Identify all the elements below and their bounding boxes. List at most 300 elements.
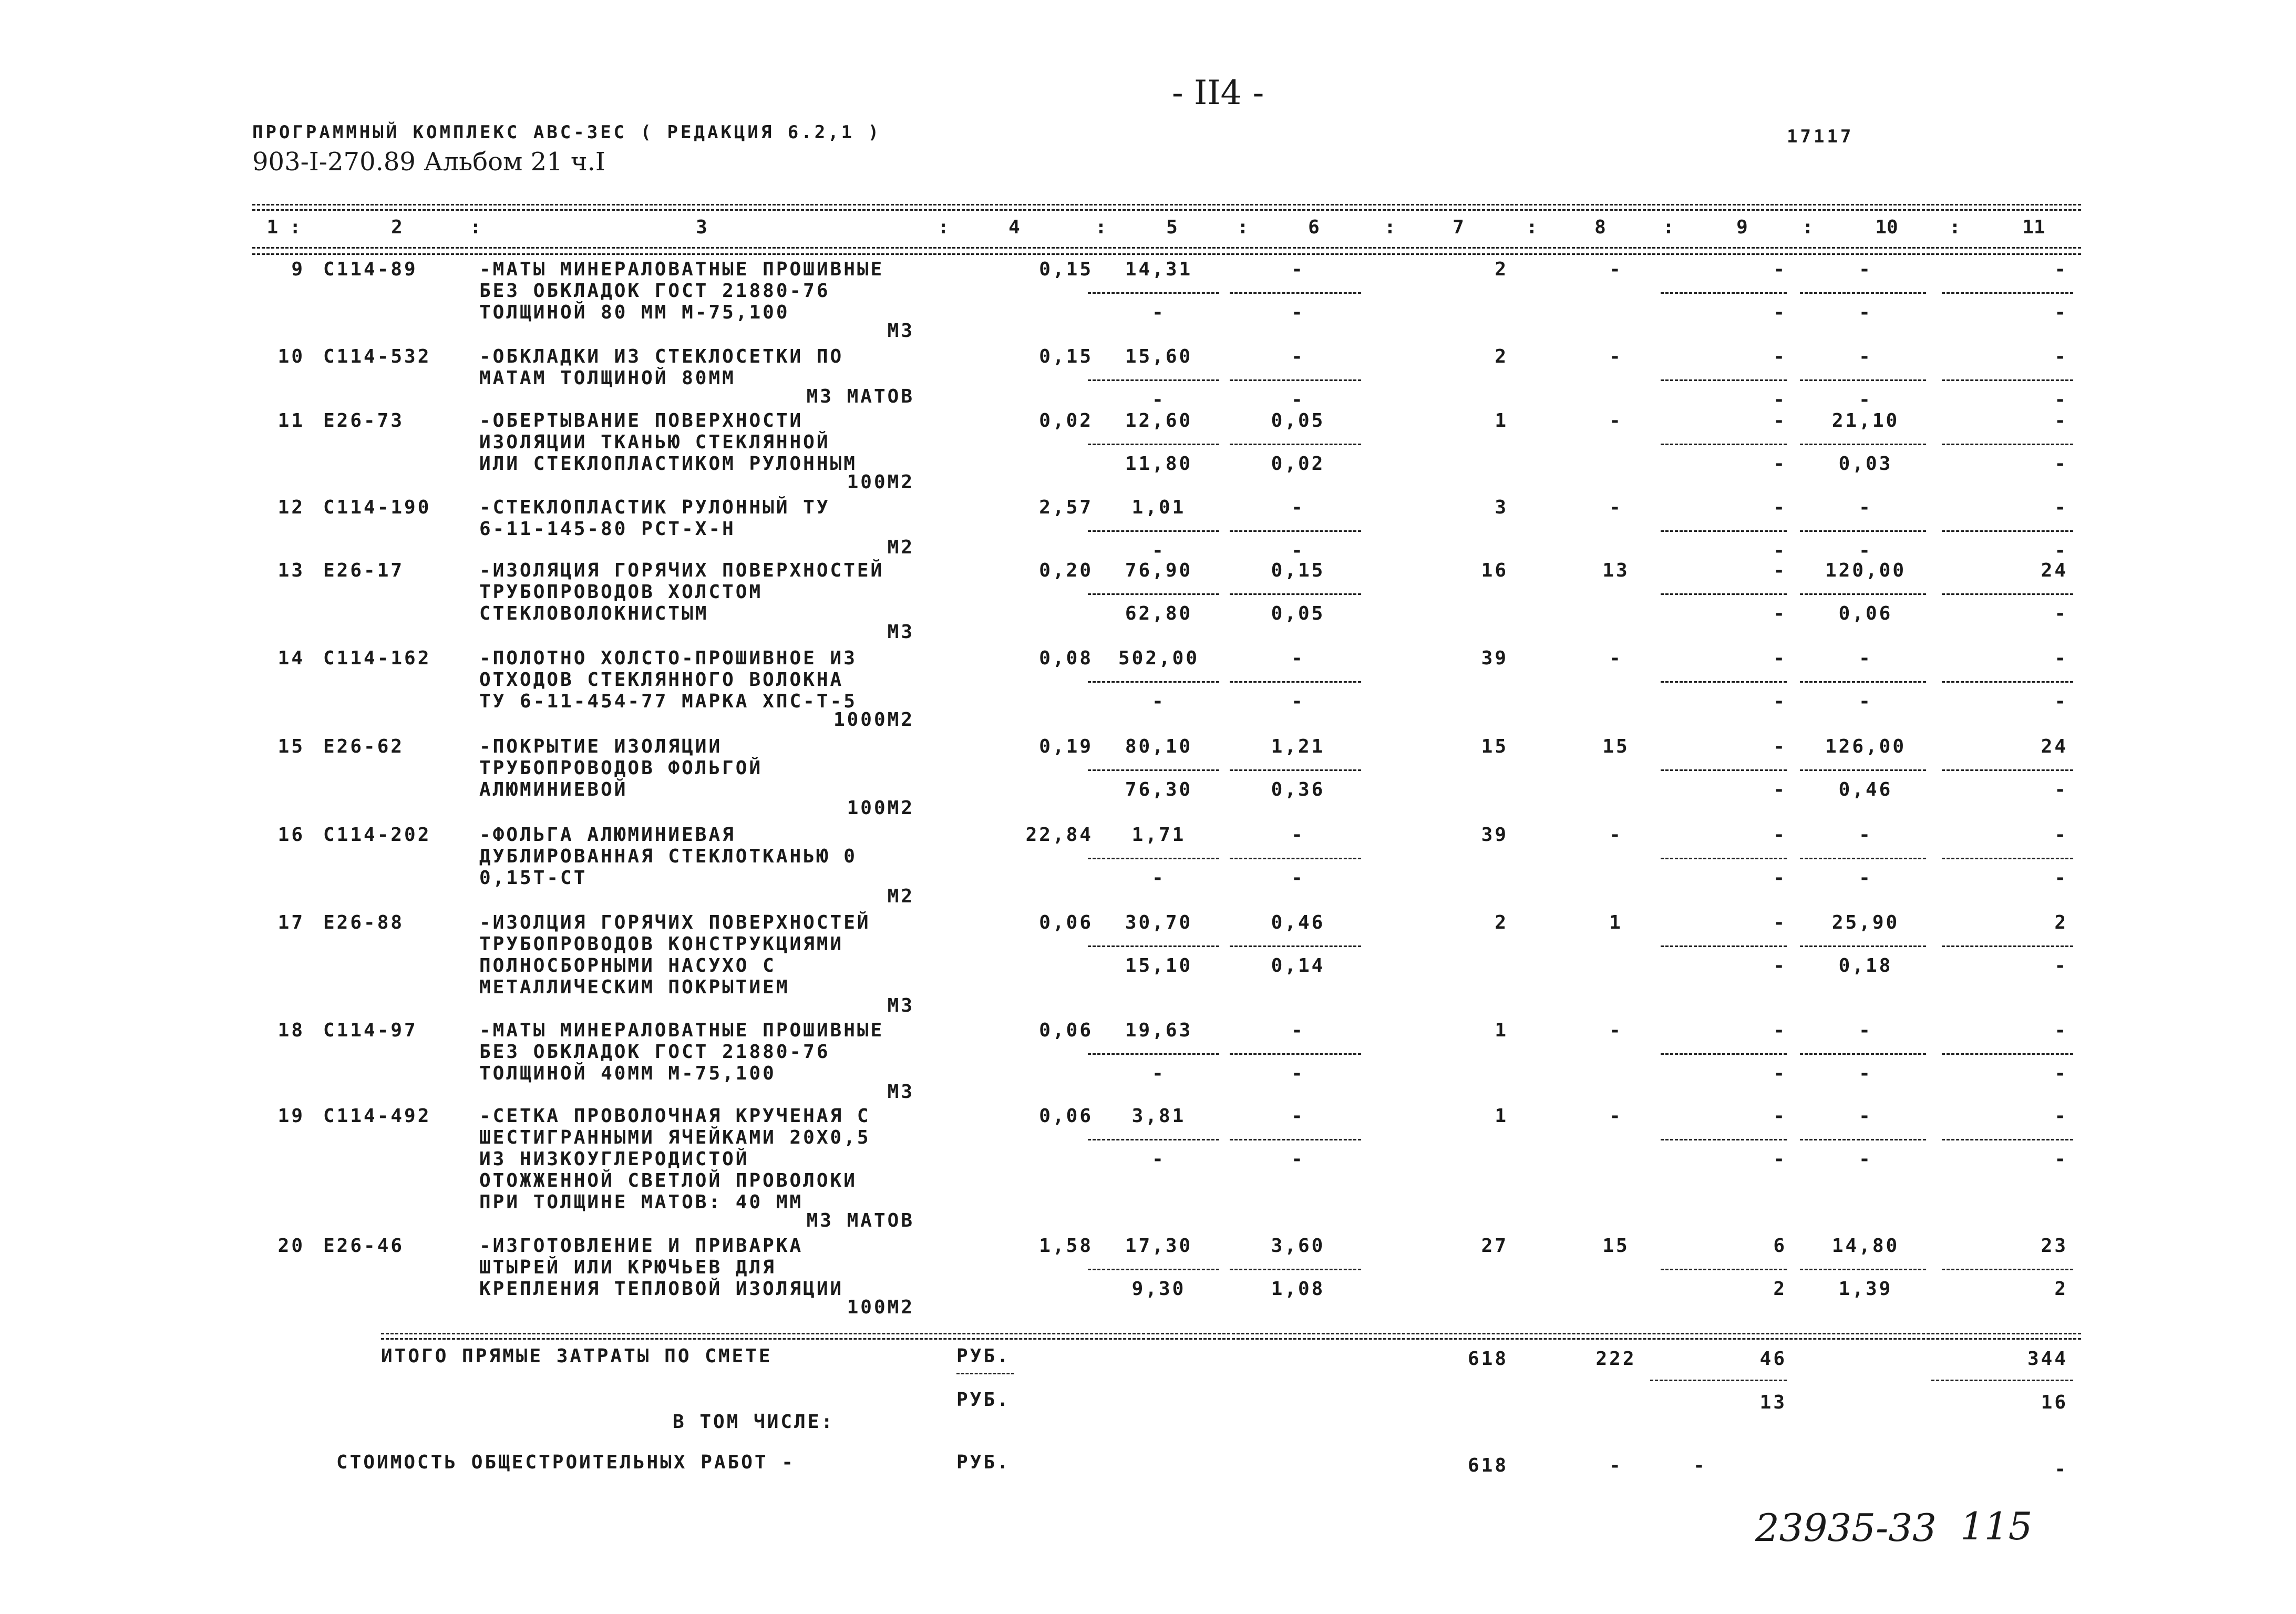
column-number: :: [1095, 217, 1107, 238]
cell-col8: 1: [1609, 912, 1623, 933]
row-number: 12: [277, 497, 305, 518]
divider-col9: [1661, 858, 1787, 859]
general-col11: -: [2054, 1458, 2068, 1480]
cell-col7: 27: [1481, 1235, 1508, 1257]
column-number: 9: [1736, 217, 1748, 238]
totals-divider-col11: [1931, 1380, 2073, 1381]
divider-col11: [1942, 379, 2073, 381]
divider-col5: [1088, 292, 1219, 294]
cell-col7: 39: [1481, 647, 1508, 669]
cell-col5-bottom: -: [1152, 302, 1166, 323]
cell-col6-bottom: 1,08: [1271, 1278, 1325, 1300]
cell-col7: 15: [1481, 736, 1508, 757]
cell-col7: 1: [1495, 1105, 1508, 1127]
cell-col10-top: 126,00: [1825, 736, 1907, 757]
divider-col5: [1088, 1053, 1219, 1055]
column-number: :: [938, 217, 949, 238]
row-description: ТРУБОПРОВОДОВ ХОЛСТОМ: [479, 581, 763, 603]
cell-col10-bottom: -: [1859, 302, 1872, 323]
cell-col4: 22,84: [1025, 824, 1093, 846]
cell-col9-top: -: [1773, 1020, 1787, 1041]
cell-col8: -: [1609, 346, 1623, 367]
totals-label: ИТОГО ПРЯМЫЕ ЗАТРАТЫ ПО СМЕТЕ: [381, 1345, 773, 1367]
cell-col5-bottom: -: [1152, 389, 1166, 410]
divider-col11: [1942, 593, 2073, 595]
totals-col8: 222: [1595, 1348, 1636, 1370]
row-description: АЛЮМИНИЕВОЙ: [479, 779, 628, 800]
divider-col6: [1230, 858, 1361, 859]
divider-col9: [1661, 681, 1787, 683]
cell-col10-top: 21,10: [1831, 410, 1900, 431]
row-description: -ОБЕРТЫВАНИЕ ПОВЕРХНОСТИ: [479, 410, 804, 431]
cell-col10-bottom: -: [1859, 691, 1872, 712]
cell-col6-top: -: [1291, 824, 1305, 846]
row-unit: М3: [887, 621, 914, 643]
divider-col5: [1088, 444, 1219, 445]
divider-col9: [1661, 379, 1787, 381]
row-description: СТЕКЛОВОЛОКНИСТЫМ: [479, 603, 709, 624]
cell-col11-top: -: [2054, 410, 2068, 431]
divider-col9: [1661, 1053, 1787, 1055]
cell-col4: 0,06: [1039, 912, 1093, 933]
cell-col9-bottom: -: [1773, 955, 1787, 976]
row-code: Е26-62: [323, 736, 405, 757]
cell-col8: -: [1609, 410, 1623, 431]
cell-col5-bottom: 76,30: [1125, 779, 1193, 800]
row-number: 9: [291, 259, 305, 280]
cell-col9-top: -: [1773, 560, 1787, 581]
cell-col11-top: -: [2054, 647, 2068, 669]
row-unit: М3 МАТОВ: [806, 1210, 914, 1231]
cell-col6-top: -: [1291, 259, 1305, 280]
row-unit: М3: [887, 320, 914, 342]
divider-col6: [1230, 593, 1361, 595]
divider-col11: [1942, 530, 2073, 532]
row-description: КРЕПЛЕНИЯ ТЕПЛОВОЙ ИЗОЛЯЦИИ: [479, 1278, 844, 1300]
column-number: 10: [1875, 217, 1898, 238]
row-description: -ПОКРЫТИЕ ИЗОЛЯЦИИ: [479, 736, 723, 757]
cell-col10-top: -: [1859, 497, 1872, 518]
general-col7: 618: [1467, 1455, 1508, 1476]
cell-col6-top: -: [1291, 497, 1305, 518]
cell-col8: 13: [1602, 560, 1630, 581]
divider-col5: [1088, 945, 1219, 947]
cell-col11-top: 24: [2041, 560, 2068, 581]
row-number: 10: [277, 346, 305, 367]
cell-col6-top: 0,15: [1271, 560, 1325, 581]
divider-col11: [1942, 769, 2073, 771]
divider-col6: [1230, 444, 1361, 445]
row-description: БЕЗ ОБКЛАДОК ГОСТ 21880-76: [479, 280, 830, 302]
cell-col6-top: 0,05: [1271, 410, 1325, 431]
divider-col10: [1800, 444, 1926, 445]
cell-col11-top: -: [2054, 259, 2068, 280]
row-code: Е26-88: [323, 912, 405, 933]
cell-col6-bottom: -: [1291, 540, 1305, 561]
divider-col5: [1088, 769, 1219, 771]
row-code: С114-162: [323, 647, 431, 669]
totals-rule-2: [381, 1338, 2081, 1340]
cell-col4: 0,15: [1039, 346, 1093, 367]
cell-col11-bottom: 2: [2054, 1278, 2068, 1300]
cell-col5-bottom: -: [1152, 540, 1166, 561]
cell-col10-top: -: [1859, 346, 1872, 367]
divider-col10: [1800, 681, 1926, 683]
cell-col10-bottom: 0,18: [1838, 955, 1893, 976]
cell-col10-bottom: 0,46: [1838, 779, 1893, 800]
cell-col5-top: 14,31: [1125, 259, 1193, 280]
divider-col10: [1800, 292, 1926, 294]
row-unit: 100М2: [847, 797, 914, 819]
cell-col9-top: -: [1773, 346, 1787, 367]
cell-col10-top: -: [1859, 1105, 1872, 1127]
cell-col8: -: [1609, 824, 1623, 846]
divider-col10: [1800, 945, 1926, 947]
cell-col10-top: -: [1859, 647, 1872, 669]
cell-col4: 2,57: [1039, 497, 1093, 518]
cell-col7: 39: [1481, 824, 1508, 846]
row-description: -МАТЫ МИНЕРАЛОВАТНЫЕ ПРОШИВНЫЕ: [479, 259, 884, 280]
cell-col9-bottom: -: [1773, 1148, 1787, 1170]
cell-col10-top: -: [1859, 824, 1872, 846]
cell-col9-bottom: -: [1773, 453, 1787, 475]
row-code: Е26-73: [323, 410, 405, 431]
row-number: 15: [277, 736, 305, 757]
divider-col11: [1942, 444, 2073, 445]
divider-col10: [1800, 769, 1926, 771]
cell-col6-top: -: [1291, 346, 1305, 367]
cell-col11-bottom: -: [2054, 867, 2068, 889]
row-description: ШЕСТИГРАННЫМИ ЯЧЕЙКАМИ 20Х0,5: [479, 1127, 871, 1148]
column-number: :: [1384, 217, 1396, 238]
totals-col11-top: 344: [2027, 1348, 2068, 1370]
cell-col7: 2: [1495, 912, 1508, 933]
row-description: ИЛИ СТЕКЛОПЛАСТИКОМ РУЛОННЫМ: [479, 453, 857, 475]
column-number: 1 :: [266, 217, 301, 238]
cell-col11-bottom: -: [2054, 691, 2068, 712]
cell-col6-bottom: -: [1291, 1063, 1305, 1084]
cell-col9-top: -: [1773, 497, 1787, 518]
header-rule-top-2: [252, 209, 2081, 211]
divider-col6: [1230, 681, 1361, 683]
cell-col6-top: 0,46: [1271, 912, 1325, 933]
cell-col10-top: -: [1859, 1020, 1872, 1041]
cell-col9-top: -: [1773, 259, 1787, 280]
cell-col9-top: 6: [1773, 1235, 1787, 1257]
row-number: 13: [277, 560, 305, 581]
cell-col6-top: -: [1291, 1020, 1305, 1041]
footer-sheet-code: 23935-33: [1755, 1506, 1937, 1550]
divider-col6: [1230, 292, 1361, 294]
cell-col10-bottom: 0,03: [1838, 453, 1893, 475]
divider-col10: [1800, 858, 1926, 859]
divider-col10: [1800, 379, 1926, 381]
cell-col5-top: 502,00: [1118, 647, 1200, 669]
cell-col5-bottom: 62,80: [1125, 603, 1193, 624]
divider-col5: [1088, 1139, 1219, 1140]
cell-col7: 2: [1495, 346, 1508, 367]
totals-currency-2: РУБ.: [956, 1389, 1011, 1411]
cell-col7: 2: [1495, 259, 1508, 280]
row-description: БЕЗ ОБКЛАДОК ГОСТ 21880-76: [479, 1041, 830, 1063]
column-number: 5: [1166, 217, 1178, 238]
divider-col9: [1661, 593, 1787, 595]
totals-divider-col9: [1650, 1380, 1787, 1381]
totals-col9-top: 46: [1759, 1348, 1787, 1370]
row-number: 18: [277, 1020, 305, 1041]
column-number: :: [1526, 217, 1538, 238]
cell-col10-bottom: -: [1859, 1148, 1872, 1170]
header-rule-bottom-2: [252, 253, 2081, 255]
row-description: ТОЛЩИНОЙ 40ММ М-75,100: [479, 1063, 776, 1084]
totals-currency: РУБ.: [956, 1345, 1011, 1367]
row-description: МАТАМ ТОЛЩИНОЙ 80ММ: [479, 367, 736, 389]
row-unit: 100М2: [847, 471, 914, 493]
cell-col11-bottom: -: [2054, 603, 2068, 624]
cell-col8: -: [1609, 497, 1623, 518]
cell-col9-top: -: [1773, 647, 1787, 669]
divider-col11: [1942, 1269, 2073, 1270]
cell-col7: 1: [1495, 410, 1508, 431]
cell-col5-top: 15,60: [1125, 346, 1193, 367]
row-description: ТРУБОПРОВОДОВ ФОЛЬГОЙ: [479, 757, 763, 779]
divider-col10: [1800, 1139, 1926, 1140]
cell-col9-bottom: -: [1773, 779, 1787, 800]
totals-rule: [381, 1333, 2081, 1334]
cell-col8: 15: [1602, 1235, 1630, 1257]
general-col9: -: [1693, 1455, 1707, 1476]
column-number: 2: [391, 217, 403, 238]
cell-col10-top: -: [1859, 259, 1872, 280]
divider-col5: [1088, 858, 1219, 859]
cell-col5-top: 80,10: [1125, 736, 1193, 757]
including-label: В ТОМ ЧИСЛЕ:: [673, 1411, 835, 1433]
row-description: -ПОЛОТНО ХОЛСТО-ПРОШИВНОЕ ИЗ: [479, 647, 857, 669]
row-number: 14: [277, 647, 305, 669]
footer-page-number: 115: [1960, 1504, 2033, 1548]
cell-col10-bottom: 0,06: [1838, 603, 1893, 624]
row-code: С114-492: [323, 1105, 431, 1127]
cell-col11-bottom: -: [2054, 955, 2068, 976]
cell-col11-bottom: -: [2054, 389, 2068, 410]
totals-col11-bottom: 16: [2041, 1392, 2068, 1413]
row-unit: М3 МАТОВ: [806, 386, 914, 407]
general-works-label: СТОИМОСТЬ ОБЩЕСТРОИТЕЛЬНЫХ РАБОТ -: [336, 1452, 795, 1473]
cell-col5-top: 1,01: [1131, 497, 1186, 518]
program-header: ПРОГРАММНЫЙ КОМПЛЕКС АВС-3ЕС ( РЕДАКЦИЯ 6.2,1 ): [252, 122, 882, 143]
column-number: 4: [1008, 217, 1020, 238]
column-number: :: [470, 217, 481, 238]
divider-col11: [1942, 681, 2073, 683]
cell-col6-bottom: -: [1291, 691, 1305, 712]
cell-col6-top: -: [1291, 1105, 1305, 1127]
cell-col11-top: -: [2054, 1105, 2068, 1127]
row-description: ТОЛЩИНОЙ 80 ММ М-75,100: [479, 302, 790, 323]
cell-col8: 15: [1602, 736, 1630, 757]
cell-col6-bottom: -: [1291, 1148, 1305, 1170]
cell-col11-top: 24: [2041, 736, 2068, 757]
cell-col9-bottom: 2: [1773, 1278, 1787, 1300]
album-reference: 903-I-270.89 Альбом 21 ч.I: [252, 147, 605, 177]
row-description: -ИЗОЛЯЦИЯ ГОРЯЧИХ ПОВЕРХНОСТЕЙ: [479, 560, 884, 581]
document-code: 17117: [1787, 126, 1854, 147]
general-works-currency: РУБ.: [956, 1452, 1011, 1473]
row-description: ДУБЛИРОВАННАЯ СТЕКЛОТКАНЬЮ 0: [479, 846, 857, 867]
row-description: ПРИ ТОЛЩИНЕ МАТОВ: 40 ММ: [479, 1191, 804, 1213]
row-description: -МАТЫ МИНЕРАЛОВАТНЫЕ ПРОШИВНЫЕ: [479, 1020, 884, 1041]
divider-col9: [1661, 530, 1787, 532]
row-description: МЕТАЛЛИЧЕСКИМ ПОКРЫТИЕМ: [479, 976, 790, 998]
cell-col4: 0,19: [1039, 736, 1093, 757]
cell-col11-bottom: -: [2054, 1063, 2068, 1084]
divider-col5: [1088, 379, 1219, 381]
column-number: :: [1237, 217, 1249, 238]
column-number: 11: [2022, 217, 2045, 238]
cell-col5-top: 17,30: [1125, 1235, 1193, 1257]
divider-col10: [1800, 1053, 1926, 1055]
cell-col8: -: [1609, 647, 1623, 669]
cell-col9-bottom: -: [1773, 302, 1787, 323]
cell-col7: 1: [1495, 1020, 1508, 1041]
cell-col5-bottom: -: [1152, 1063, 1166, 1084]
row-description: ПОЛНОСБОРНЫМИ НАСУХО С: [479, 955, 776, 976]
header-rule-bottom: [252, 247, 2081, 249]
general-col8: -: [1609, 1455, 1623, 1476]
row-unit: 100М2: [847, 1297, 914, 1318]
totals-currency-rule: [956, 1373, 1014, 1374]
row-number: 17: [277, 912, 305, 933]
cell-col6-bottom: 0,05: [1271, 603, 1325, 624]
divider-col11: [1942, 1053, 2073, 1055]
cell-col6-bottom: 0,14: [1271, 955, 1325, 976]
row-description: -СТЕКЛОПЛАСТИК РУЛОННЫЙ ТУ: [479, 497, 830, 518]
divider-col9: [1661, 1269, 1787, 1270]
cell-col6-bottom: 0,36: [1271, 779, 1325, 800]
page-number: - II4 -: [1172, 74, 1264, 112]
cell-col6-bottom: -: [1291, 867, 1305, 889]
cell-col9-bottom: -: [1773, 603, 1787, 624]
divider-col6: [1230, 1269, 1361, 1270]
cell-col6-bottom: 0,02: [1271, 453, 1325, 475]
cell-col4: 0,02: [1039, 410, 1093, 431]
cell-col4: 1,58: [1039, 1235, 1093, 1257]
row-unit: М3: [887, 1081, 914, 1103]
divider-col6: [1230, 945, 1361, 947]
cell-col10-bottom: -: [1859, 867, 1872, 889]
row-description: ТУ 6-11-454-77 МАРКА ХПС-Т-5: [479, 691, 857, 712]
row-description: ШТЫРЕЙ ИЛИ КРЮЧЬЕВ ДЛЯ: [479, 1257, 776, 1278]
divider-col6: [1230, 530, 1361, 532]
row-code: Е26-17: [323, 560, 405, 581]
divider-col11: [1942, 858, 2073, 859]
column-number: 6: [1308, 217, 1320, 238]
divider-col6: [1230, 379, 1361, 381]
divider-col5: [1088, 530, 1219, 532]
cell-col6-top: 1,21: [1271, 736, 1325, 757]
cell-col4: 0,20: [1039, 560, 1093, 581]
cell-col11-bottom: -: [2054, 302, 2068, 323]
cell-col5-top: 12,60: [1125, 410, 1193, 431]
divider-col9: [1661, 292, 1787, 294]
cell-col5-bottom: 11,80: [1125, 453, 1193, 475]
cell-col9-bottom: -: [1773, 1063, 1787, 1084]
cell-col10-top: 120,00: [1825, 560, 1907, 581]
column-number: 8: [1594, 217, 1606, 238]
header-rule-top: [252, 204, 2081, 205]
cell-col11-top: 2: [2054, 912, 2068, 933]
column-number: :: [1949, 217, 1961, 238]
row-unit: М2: [887, 886, 914, 907]
cell-col6-bottom: -: [1291, 389, 1305, 410]
cell-col5-top: 1,71: [1131, 824, 1186, 846]
row-number: 16: [277, 824, 305, 846]
cell-col11-bottom: -: [2054, 779, 2068, 800]
row-code: С114-190: [323, 497, 431, 518]
cell-col10-bottom: 1,39: [1838, 1278, 1893, 1300]
divider-col9: [1661, 945, 1787, 947]
row-code: С114-532: [323, 346, 431, 367]
cell-col9-top: -: [1773, 1105, 1787, 1127]
cell-col11-bottom: -: [2054, 453, 2068, 475]
cell-col4: 0,08: [1039, 647, 1093, 669]
divider-col5: [1088, 1269, 1219, 1270]
row-unit: М2: [887, 537, 914, 558]
cell-col4: 0,06: [1039, 1105, 1093, 1127]
cell-col9-top: -: [1773, 912, 1787, 933]
row-number: 11: [277, 410, 305, 431]
cell-col5-bottom: -: [1152, 867, 1166, 889]
divider-col10: [1800, 1269, 1926, 1270]
row-code: С114-89: [323, 259, 418, 280]
cell-col10-top: 14,80: [1831, 1235, 1900, 1257]
cell-col9-bottom: -: [1773, 867, 1787, 889]
row-code: С114-202: [323, 824, 431, 846]
cell-col5-bottom: -: [1152, 1148, 1166, 1170]
cell-col5-bottom: -: [1152, 691, 1166, 712]
row-description: ТРУБОПРОВОДОВ КОНСТРУКЦИЯМИ: [479, 933, 844, 955]
cell-col5-bottom: 9,30: [1131, 1278, 1186, 1300]
cell-col4: 0,06: [1039, 1020, 1093, 1041]
cell-col6-bottom: -: [1291, 302, 1305, 323]
cell-col7: 3: [1495, 497, 1508, 518]
cell-col5-bottom: 15,10: [1125, 955, 1193, 976]
row-number: 20: [277, 1235, 305, 1257]
divider-col5: [1088, 593, 1219, 595]
cell-col10-bottom: -: [1859, 1063, 1872, 1084]
column-number: :: [1802, 217, 1814, 238]
row-description: 6-11-145-80 РСТ-Х-Н: [479, 518, 736, 540]
cell-col11-top: -: [2054, 1020, 2068, 1041]
cell-col6-top: 3,60: [1271, 1235, 1325, 1257]
divider-col10: [1800, 593, 1926, 595]
divider-col9: [1661, 769, 1787, 771]
column-number: 3: [696, 217, 707, 238]
cell-col4: 0,15: [1039, 259, 1093, 280]
divider-col6: [1230, 1139, 1361, 1140]
row-unit: 1000М2: [833, 709, 914, 731]
divider-col11: [1942, 945, 2073, 947]
divider-col5: [1088, 681, 1219, 683]
totals-col9-bottom: 13: [1759, 1392, 1787, 1413]
cell-col9-bottom: -: [1773, 389, 1787, 410]
cell-col7: 16: [1481, 560, 1508, 581]
row-description: -ФОЛЬГА АЛЮМИНИЕВАЯ: [479, 824, 736, 846]
column-number: :: [1663, 217, 1674, 238]
divider-col10: [1800, 530, 1926, 532]
divider-col9: [1661, 444, 1787, 445]
row-description: ИЗ НИЗКОУГЛЕРОДИСТОЙ: [479, 1148, 749, 1170]
row-description: -ИЗГОТОВЛЕНИЕ И ПРИВАРКА: [479, 1235, 804, 1257]
